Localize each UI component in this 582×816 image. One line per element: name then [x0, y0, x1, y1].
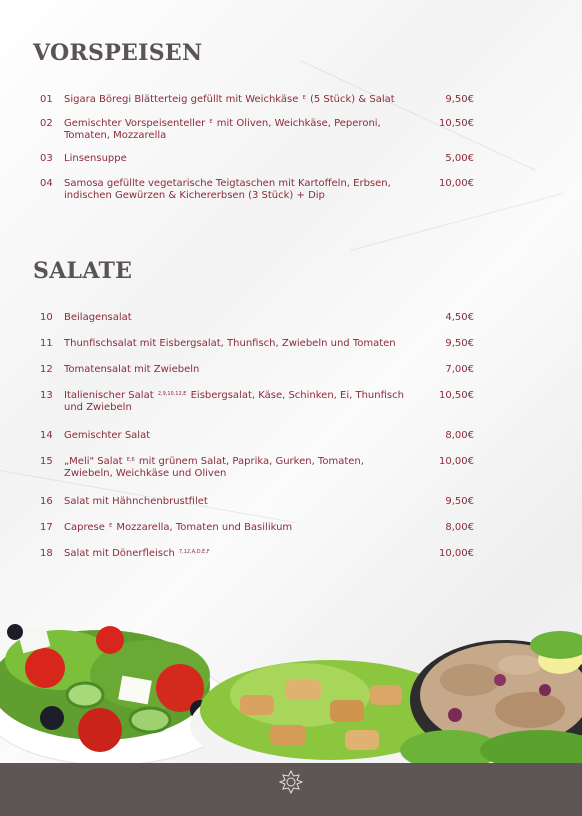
section-title: SALATE: [33, 258, 133, 284]
item-description: Gemischter Salat: [64, 430, 151, 441]
item-number: 18: [40, 548, 53, 559]
item-number: 01: [40, 94, 53, 105]
item-price: 9,50€: [445, 496, 474, 507]
item-description: Caprese $^E$ Mozzarella, Tomaten und Basilikum: [64, 522, 293, 533]
item-description: Salat mit Dönerfleisch $^{7,12,A,D,E,F}$: [64, 548, 210, 559]
item-number: 02: [40, 118, 53, 129]
item-price: 10,00€: [439, 456, 474, 467]
item-description: Sigara Böregi Blätterteig gefüllt mit Weichkäse $^E$ (5 Stück) & Salat: [64, 94, 395, 105]
item-price: 10,00€: [439, 178, 474, 189]
item-number: 11: [40, 338, 53, 349]
item-number: 17: [40, 522, 53, 533]
item-description: Linsensuppe: [64, 153, 127, 164]
item-price: 8,00€: [445, 430, 474, 441]
ornament-icon: [279, 770, 303, 794]
item-number: 14: [40, 430, 53, 441]
item-number: 03: [40, 153, 53, 164]
item-description: Italienischer Salat $^{2,9,10,12,E}$ Eisbergsalat, Käse, Schinken, Ei, Thunfisch und Zwiebeln: [64, 390, 404, 413]
allergen-note: E,6: [126, 457, 135, 463]
item-description: „Meli" Salat $^{E,6}$ mit grünem Salat, Paprika, Gurken, Tomaten, Zwiebeln, Weichkäse und Oliven: [64, 456, 364, 479]
allergen-note: E: [109, 523, 113, 529]
allergen-note: E: [302, 95, 306, 101]
item-description: Salat mit Hähnchenbrustfilet: [64, 496, 208, 507]
item-description: Samosa gefüllte vegetarische Teigtaschen mit Kartoffeln, Erbsen, indischen Gewürzen & Kichererbsen (3 Stück) + Dip: [64, 178, 391, 201]
item-price: 5,00€: [445, 153, 474, 164]
item-number: 10: [40, 312, 53, 323]
item-number: 15: [40, 456, 53, 467]
item-price: 9,50€: [445, 94, 474, 105]
item-number: 12: [40, 364, 53, 375]
allergen-note: 2,9,10,12,E: [157, 391, 187, 397]
item-price: 9,50€: [445, 338, 474, 349]
item-price: 10,50€: [439, 118, 474, 129]
item-price: 10,50€: [439, 390, 474, 401]
item-description: Gemischter Vorspeisenteller $^E$ mit Oliven, Weichkäse, Peperoni, Tomaten, Mozzarella: [64, 118, 381, 141]
allergen-note: 7,12,A,D,E,F: [178, 549, 210, 555]
allergen-note: E: [209, 119, 213, 125]
item-number: 13: [40, 390, 53, 401]
item-description: Thunfischsalat mit Eisbergsalat, Thunfisch, Zwiebeln und Tomaten: [64, 338, 396, 349]
item-number: 16: [40, 496, 53, 507]
item-price: 7,00€: [445, 364, 474, 375]
item-price: 4,50€: [445, 312, 474, 323]
item-price: 10,00€: [439, 548, 474, 559]
item-description: Tomatensalat mit Zwiebeln: [64, 364, 200, 375]
salad-photo-strip: [0, 600, 582, 765]
item-description: Beilagensalat: [64, 312, 132, 323]
item-number: 04: [40, 178, 53, 189]
salad-illustration: [0, 600, 582, 765]
section-title: VORSPEISEN: [33, 40, 203, 66]
item-price: 8,00€: [445, 522, 474, 533]
